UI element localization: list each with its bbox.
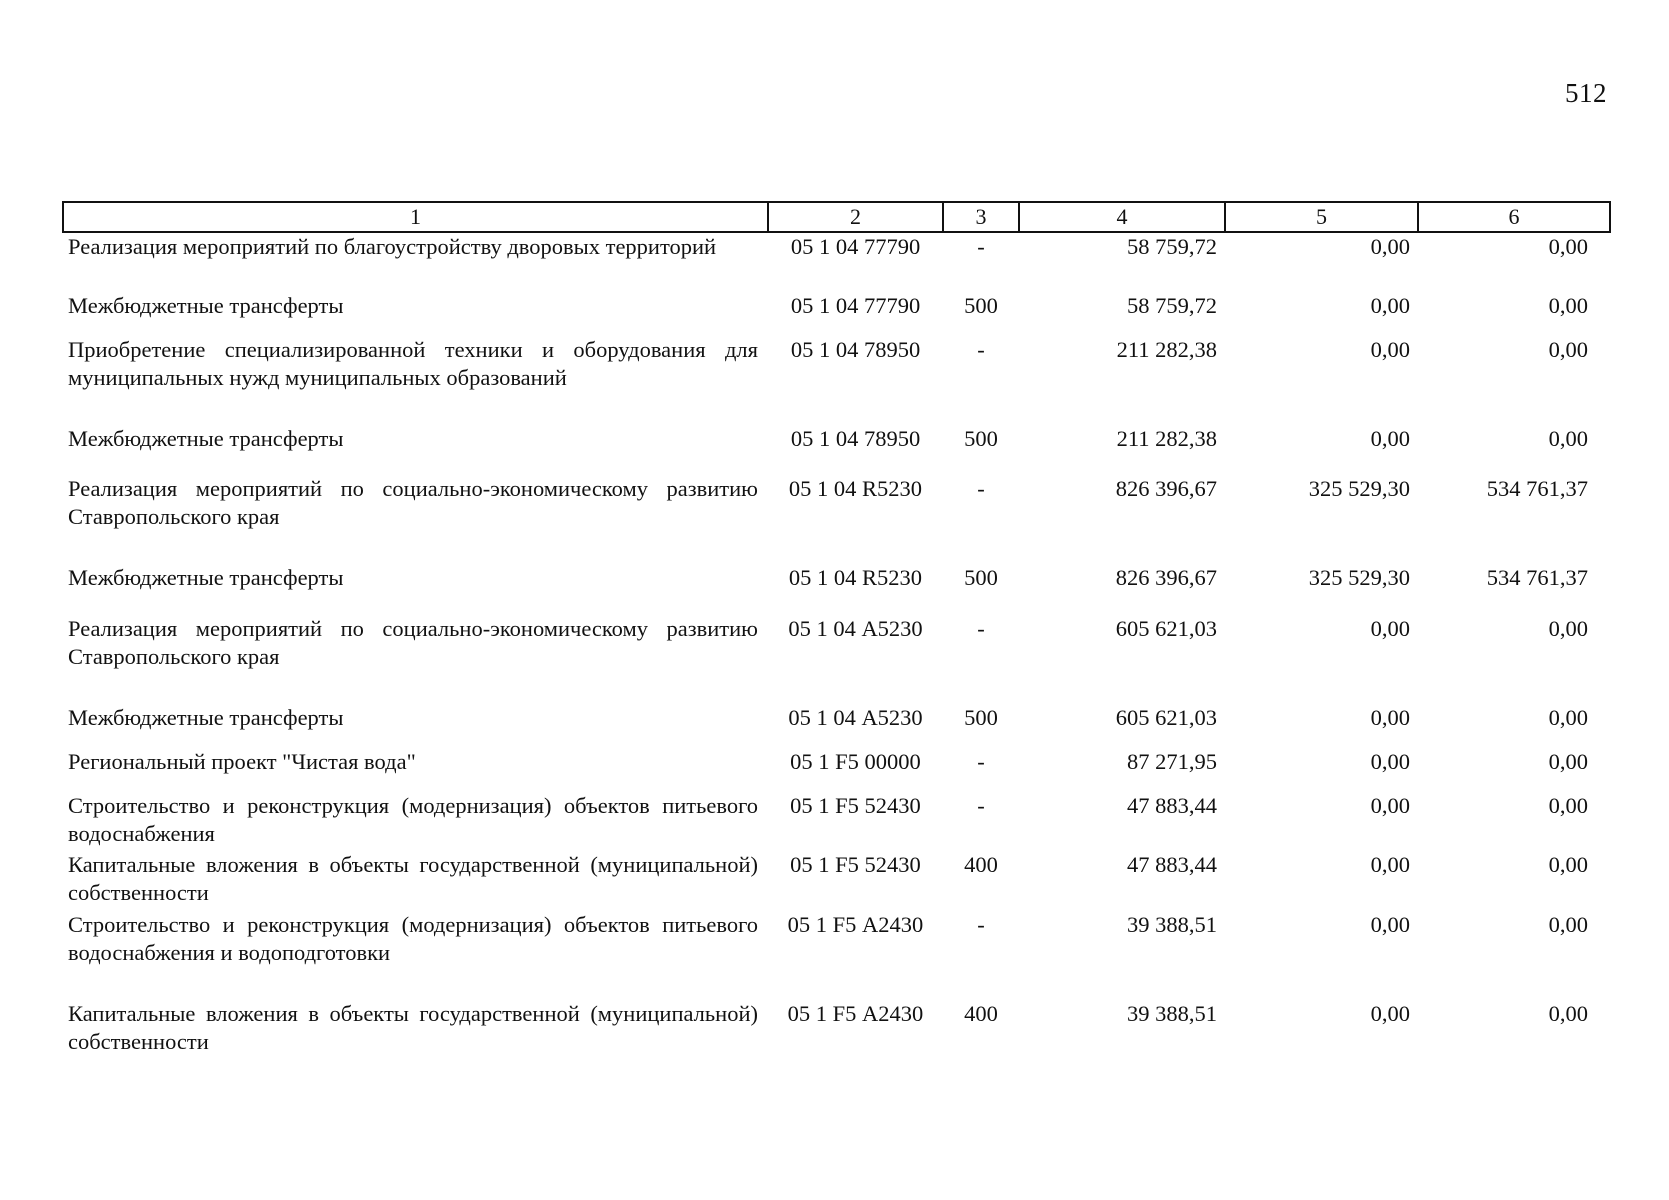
row-value-4-cell: 58 759,72 <box>1127 234 1217 259</box>
row-code-cell: 05 1 04 77790 <box>790 234 921 259</box>
column-header: 1 <box>63 202 768 232</box>
row-vr-cell: 500 <box>964 565 998 590</box>
row-vr-cell: - <box>977 476 985 501</box>
row-code-cell: 05 1 04 А5230 <box>788 616 923 641</box>
row-vr-cell: - <box>977 793 985 818</box>
row-value-4-cell: 826 396,67 <box>1115 476 1217 501</box>
row-value-6-cell: 0,00 <box>1548 793 1588 818</box>
row-vr-cell: - <box>977 234 985 259</box>
row-value-6-cell: 0,00 <box>1548 616 1588 641</box>
row-value-6-cell: 534 761,37 <box>1486 565 1588 590</box>
row-name-cell: Межбюджетные трансферты <box>68 565 344 590</box>
row-vr-cell: 500 <box>964 705 998 730</box>
row-value-5-cell: 0,00 <box>1370 749 1410 774</box>
row-value-5-cell: 0,00 <box>1370 912 1410 937</box>
row-name-cell: Региональный проект "Чистая вода" <box>68 749 416 774</box>
row-code-cell: 05 1 04 R5230 <box>788 476 923 501</box>
row-name-cell: Межбюджетные трансферты <box>68 293 344 318</box>
row-vr-cell: 500 <box>964 293 998 318</box>
row-vr-cell: 400 <box>964 1001 998 1026</box>
row-value-5-cell: 0,00 <box>1370 616 1410 641</box>
table-row <box>63 851 1610 911</box>
row-value-6-cell: 0,00 <box>1548 337 1588 362</box>
table-row <box>63 475 1610 564</box>
header-row <box>63 202 1610 232</box>
row-vr-cell: - <box>977 616 985 641</box>
table-row <box>63 564 1610 615</box>
row-name-cell: Межбюджетные трансферты <box>68 426 344 451</box>
row-vr-cell: - <box>977 337 985 362</box>
row-code-cell: 05 1 04 78950 <box>790 426 921 451</box>
row-value-5-cell: 0,00 <box>1370 852 1410 877</box>
row-name-cell: Реализация мероприятий по благоустройству дворовых территорий <box>68 234 717 259</box>
row-value-6-cell: 0,00 <box>1548 293 1588 318</box>
table-row <box>63 336 1610 425</box>
table-row <box>63 748 1610 792</box>
row-code-cell: 05 1 F5 52430 <box>790 852 921 877</box>
row-value-6-cell: 0,00 <box>1548 234 1588 259</box>
column-header: 2 <box>768 202 943 232</box>
row-name-cell: Реализация мероприятий по социально-экономическому развитию Ставропольского края <box>68 476 758 529</box>
column-header: 5 <box>1225 202 1418 232</box>
row-value-6-cell: 534 761,37 <box>1486 476 1588 501</box>
table-row <box>63 792 1610 851</box>
row-name-cell: Межбюджетные трансферты <box>68 705 344 730</box>
row-name-cell: Строительство и реконструкция (модернизация) объектов питьевого водоснабжения и водоподготовки <box>68 912 758 965</box>
row-vr-cell: 400 <box>964 852 998 877</box>
budget-table <box>62 201 1611 1060</box>
row-vr-cell: 500 <box>964 426 998 451</box>
row-name-cell: Приобретение специализированной техники и оборудования для муниципальных нужд муниципальных образований <box>68 337 758 390</box>
row-value-5-cell: 0,00 <box>1370 337 1410 362</box>
row-value-5-cell: 0,00 <box>1370 705 1410 730</box>
row-value-4-cell: 605 621,03 <box>1115 705 1217 730</box>
row-value-4-cell: 58 759,72 <box>1127 293 1217 318</box>
row-value-6-cell: 0,00 <box>1548 426 1588 451</box>
row-name-cell: Капитальные вложения в объекты государственной (муниципальной) собственности <box>68 1001 758 1054</box>
row-value-4-cell: 39 388,51 <box>1127 912 1217 937</box>
row-name-cell: Строительство и реконструкция (модернизация) объектов питьевого водоснабжения <box>68 793 758 846</box>
row-code-cell: 05 1 04 R5230 <box>788 565 923 590</box>
row-value-6-cell: 0,00 <box>1548 1001 1588 1026</box>
row-value-4-cell: 39 388,51 <box>1127 1001 1217 1026</box>
row-value-5-cell: 325 529,30 <box>1308 476 1410 501</box>
row-vr-cell: - <box>977 912 985 937</box>
row-value-4-cell: 47 883,44 <box>1127 793 1217 818</box>
row-value-5-cell: 0,00 <box>1370 234 1410 259</box>
row-value-4-cell: 605 621,03 <box>1115 616 1217 641</box>
row-value-6-cell: 0,00 <box>1548 749 1588 774</box>
page-number: 512 <box>1565 78 1607 108</box>
table-row <box>63 292 1610 336</box>
table-row <box>63 911 1610 1000</box>
row-code-cell: 05 1 04 А5230 <box>788 705 923 730</box>
row-code-cell: 05 1 04 78950 <box>790 337 921 362</box>
column-header: 3 <box>943 202 1019 232</box>
row-code-cell: 05 1 04 77790 <box>790 293 921 318</box>
table-row <box>63 615 1610 704</box>
table-row <box>63 704 1610 748</box>
column-header: 4 <box>1019 202 1225 232</box>
table-row <box>63 425 1610 475</box>
row-value-5-cell: 325 529,30 <box>1308 565 1410 590</box>
table-row <box>63 1000 1610 1060</box>
row-value-4-cell: 211 282,38 <box>1116 337 1217 362</box>
row-value-5-cell: 0,00 <box>1370 793 1410 818</box>
column-header: 6 <box>1418 202 1610 232</box>
row-vr-cell: - <box>977 749 985 774</box>
row-name-cell: Реализация мероприятий по социально-экономическому развитию Ставропольского края <box>68 616 758 669</box>
row-code-cell: 05 1 F5 52430 <box>790 793 921 818</box>
row-value-4-cell: 87 271,95 <box>1127 749 1217 774</box>
row-value-6-cell: 0,00 <box>1548 912 1588 937</box>
row-value-6-cell: 0,00 <box>1548 852 1588 877</box>
row-name-cell: Капитальные вложения в объекты государственной (муниципальной) собственности <box>68 852 758 905</box>
row-value-5-cell: 0,00 <box>1370 293 1410 318</box>
row-value-4-cell: 211 282,38 <box>1116 426 1217 451</box>
row-code-cell: 05 1 F5 00000 <box>790 749 921 774</box>
row-value-6-cell: 0,00 <box>1548 705 1588 730</box>
row-value-4-cell: 47 883,44 <box>1127 852 1217 877</box>
row-code-cell: 05 1 F5 А2430 <box>787 912 924 937</box>
table-row <box>63 232 1610 292</box>
row-value-5-cell: 0,00 <box>1370 1001 1410 1026</box>
row-code-cell: 05 1 F5 А2430 <box>787 1001 924 1026</box>
row-value-4-cell: 826 396,67 <box>1115 565 1217 590</box>
row-value-5-cell: 0,00 <box>1370 426 1410 451</box>
